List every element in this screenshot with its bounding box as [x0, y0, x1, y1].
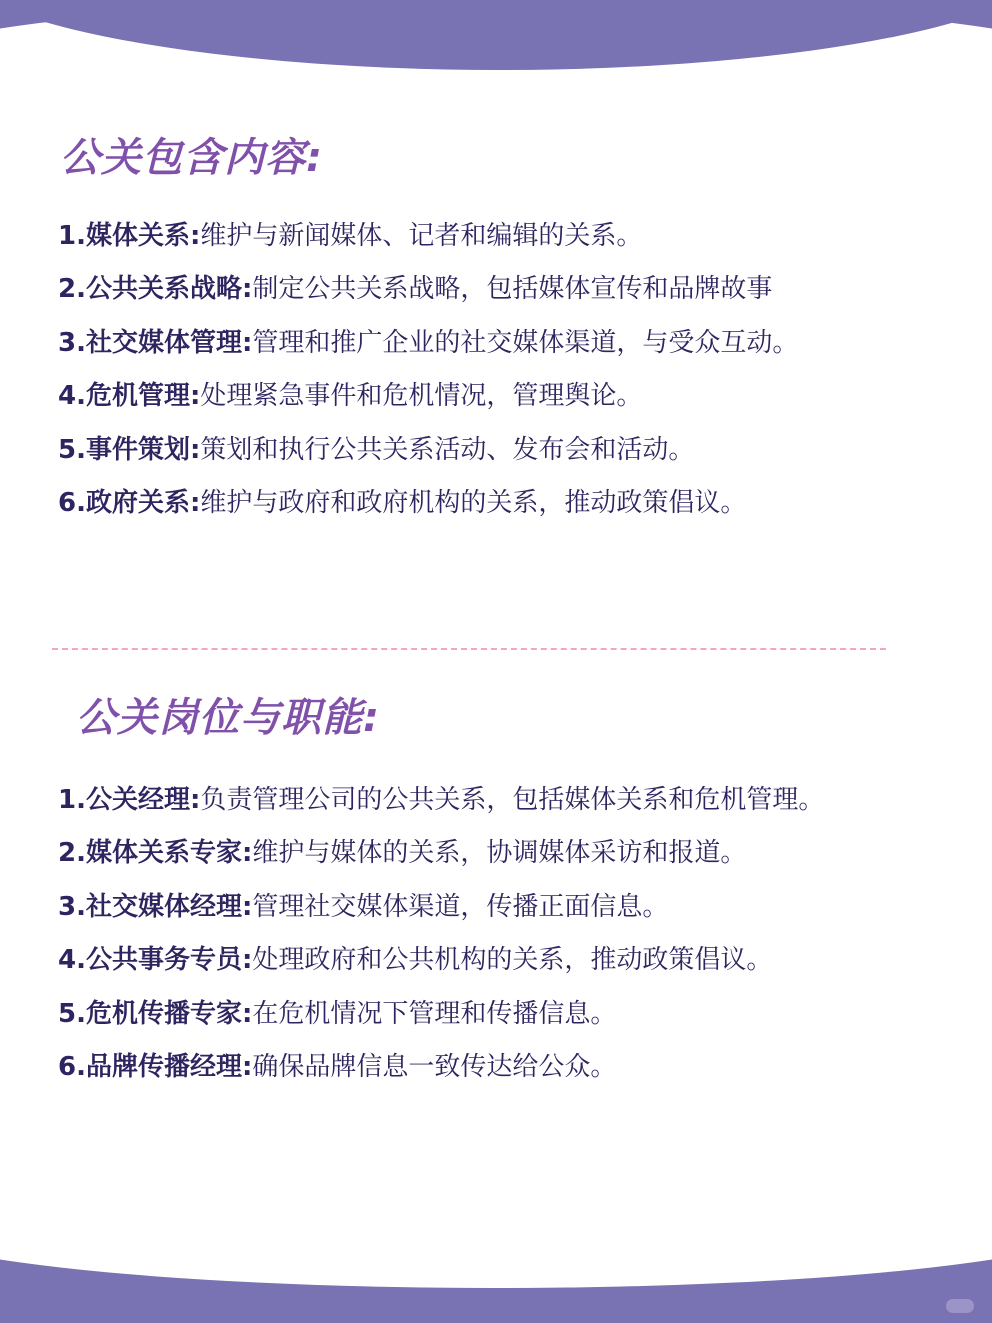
list-item: [58, 430, 798, 483]
section-2-list: [58, 780, 824, 1100]
item-description: 策划和执行公共关系活动、发布会和活动。: [200, 434, 695, 465]
item-description: 确保品牌信息一致传达给公众。: [252, 1051, 617, 1082]
item-term: 公关经理:: [85, 785, 201, 815]
list-item: [58, 216, 798, 269]
item-term: 社交媒体经理:: [85, 891, 253, 922]
list-item: [58, 269, 798, 322]
item-term: 公共关系战略:: [85, 274, 253, 305]
item-description: 管理和推广企业的社交媒体渠道，与受众互动。: [252, 327, 799, 358]
list-item: [58, 940, 824, 993]
item-term: 公共事务专员:: [85, 945, 253, 976]
item-description: 负责管理公司的公共关系，包括媒体关系和危机管理。: [200, 785, 825, 815]
item-number: 5.: [58, 998, 86, 1029]
list-item: [58, 833, 824, 886]
item-term: 事件策划:: [85, 434, 201, 465]
item-number: 4.: [58, 945, 86, 976]
list-item: [58, 887, 824, 940]
item-number: 5.: [58, 434, 86, 465]
item-number: 1.: [58, 785, 86, 815]
item-term: 品牌传播经理:: [85, 1051, 253, 1082]
item-description: 处理政府和公共机构的关系，推动政策倡议。: [252, 945, 773, 976]
watermark-badge: [946, 1299, 974, 1313]
section-divider: [52, 648, 886, 650]
item-description: 维护与媒体的关系，协调媒体采访和报道。: [252, 838, 747, 869]
item-term: 危机传播专家:: [85, 998, 253, 1029]
item-number: 1.: [58, 221, 86, 251]
item-term: 媒体关系专家:: [85, 838, 253, 869]
section-1-list: [58, 216, 798, 536]
item-number: 2.: [58, 274, 86, 305]
list-item: [58, 780, 824, 833]
list-item: [58, 323, 798, 376]
list-item: [58, 994, 824, 1047]
list-item: [58, 483, 798, 536]
item-description: 维护与政府和政府机构的关系，推动政策倡议。: [200, 487, 747, 518]
list-item: [58, 1047, 824, 1100]
item-number: 4.: [58, 381, 86, 412]
section-2-title: 公关岗位与职能:: [76, 695, 380, 741]
item-term: 社交媒体管理:: [85, 327, 253, 358]
item-term: 政府关系:: [85, 487, 201, 518]
item-number: 6.: [58, 487, 86, 518]
item-description: 处理紧急事件和危机情况，管理舆论。: [200, 381, 643, 412]
item-term: 危机管理:: [85, 381, 201, 412]
item-number: 3.: [58, 327, 86, 358]
item-number: 3.: [58, 891, 86, 922]
item-description: 在危机情况下管理和传播信息。: [252, 998, 617, 1029]
item-description: 制定公共关系战略，包括媒体宣传和品牌故事: [252, 274, 773, 305]
item-description: 维护与新闻媒体、记者和编辑的关系。: [200, 221, 643, 251]
item-description: 管理社交媒体渠道，传播正面信息。: [252, 891, 669, 922]
list-item: [58, 376, 798, 429]
section-1-title: 公关包含内容:: [60, 135, 323, 181]
item-number: 2.: [58, 838, 86, 869]
item-number: 6.: [58, 1051, 86, 1082]
item-term: 媒体关系:: [85, 221, 201, 251]
